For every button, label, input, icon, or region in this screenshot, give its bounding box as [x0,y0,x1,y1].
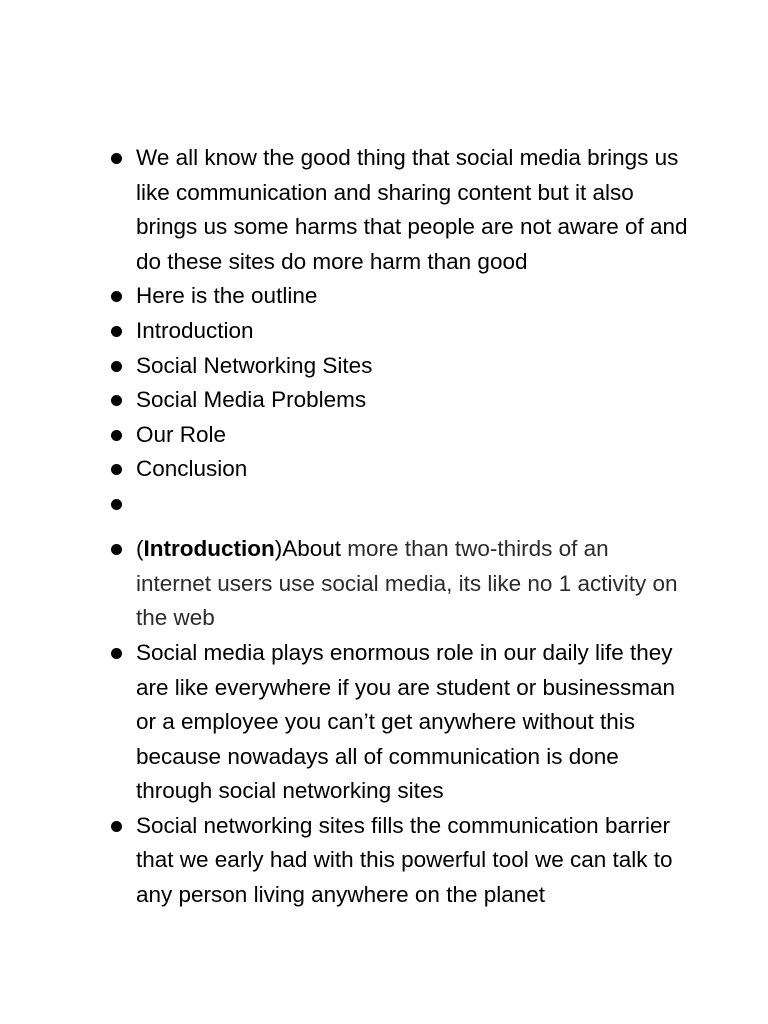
list-item-text: Our Role [136,421,227,447]
list-item-text: Social Networking Sites [136,352,373,378]
bullet-icon [111,430,122,441]
bullet-icon [111,499,122,510]
list-item [108,279,688,314]
close-paren: ) [274,536,283,562]
list-item-text: Introduction [136,317,254,343]
list-item [108,314,688,349]
list-item [108,809,688,913]
list-item-text: Social Media Problems [136,387,367,413]
list-item-text: Here is the outline [136,283,318,309]
bullet-icon [111,395,122,406]
bullet-icon [111,648,122,659]
list-item [108,383,688,418]
introduction-body: more than two-thirds of an internet users use social media, its like no 1 activity on the web [136,536,678,631]
list-item [108,452,688,487]
list-item [108,636,688,809]
bullet-icon [111,361,122,372]
bullet-icon [111,153,122,164]
introduction-heading: Introduction [143,536,275,562]
introduction-lead: About [282,536,342,562]
list-item-text: Social networking sites fills the communication barrier that we early had with this powerful tool we can talk to any person living anywhere on the planet [136,812,673,908]
bullet-list [108,141,688,913]
bullet-icon [111,544,122,555]
list-item-text: We all know the good thing that social media brings us like communication and sharing content but it also brings us some harms that people are not aware of and do these sites do more harm than good [136,145,688,274]
list-item-empty [108,487,688,532]
list-item [108,418,688,453]
list-item [108,141,688,279]
bullet-icon [111,291,122,302]
list-item-text: Conclusion [136,456,248,482]
list-item-text: Social media plays enormous role in our daily life they are like everywhere if you are student or businessman or a employee you can’t get anywhere without this because nowadays all of communication is done through social networking sites [136,639,676,804]
bullet-icon [111,464,122,475]
open-paren: ( [136,536,144,562]
list-item [108,349,688,384]
list-item-introduction [108,532,688,636]
bullet-icon [111,326,122,337]
bullet-icon [111,821,122,832]
